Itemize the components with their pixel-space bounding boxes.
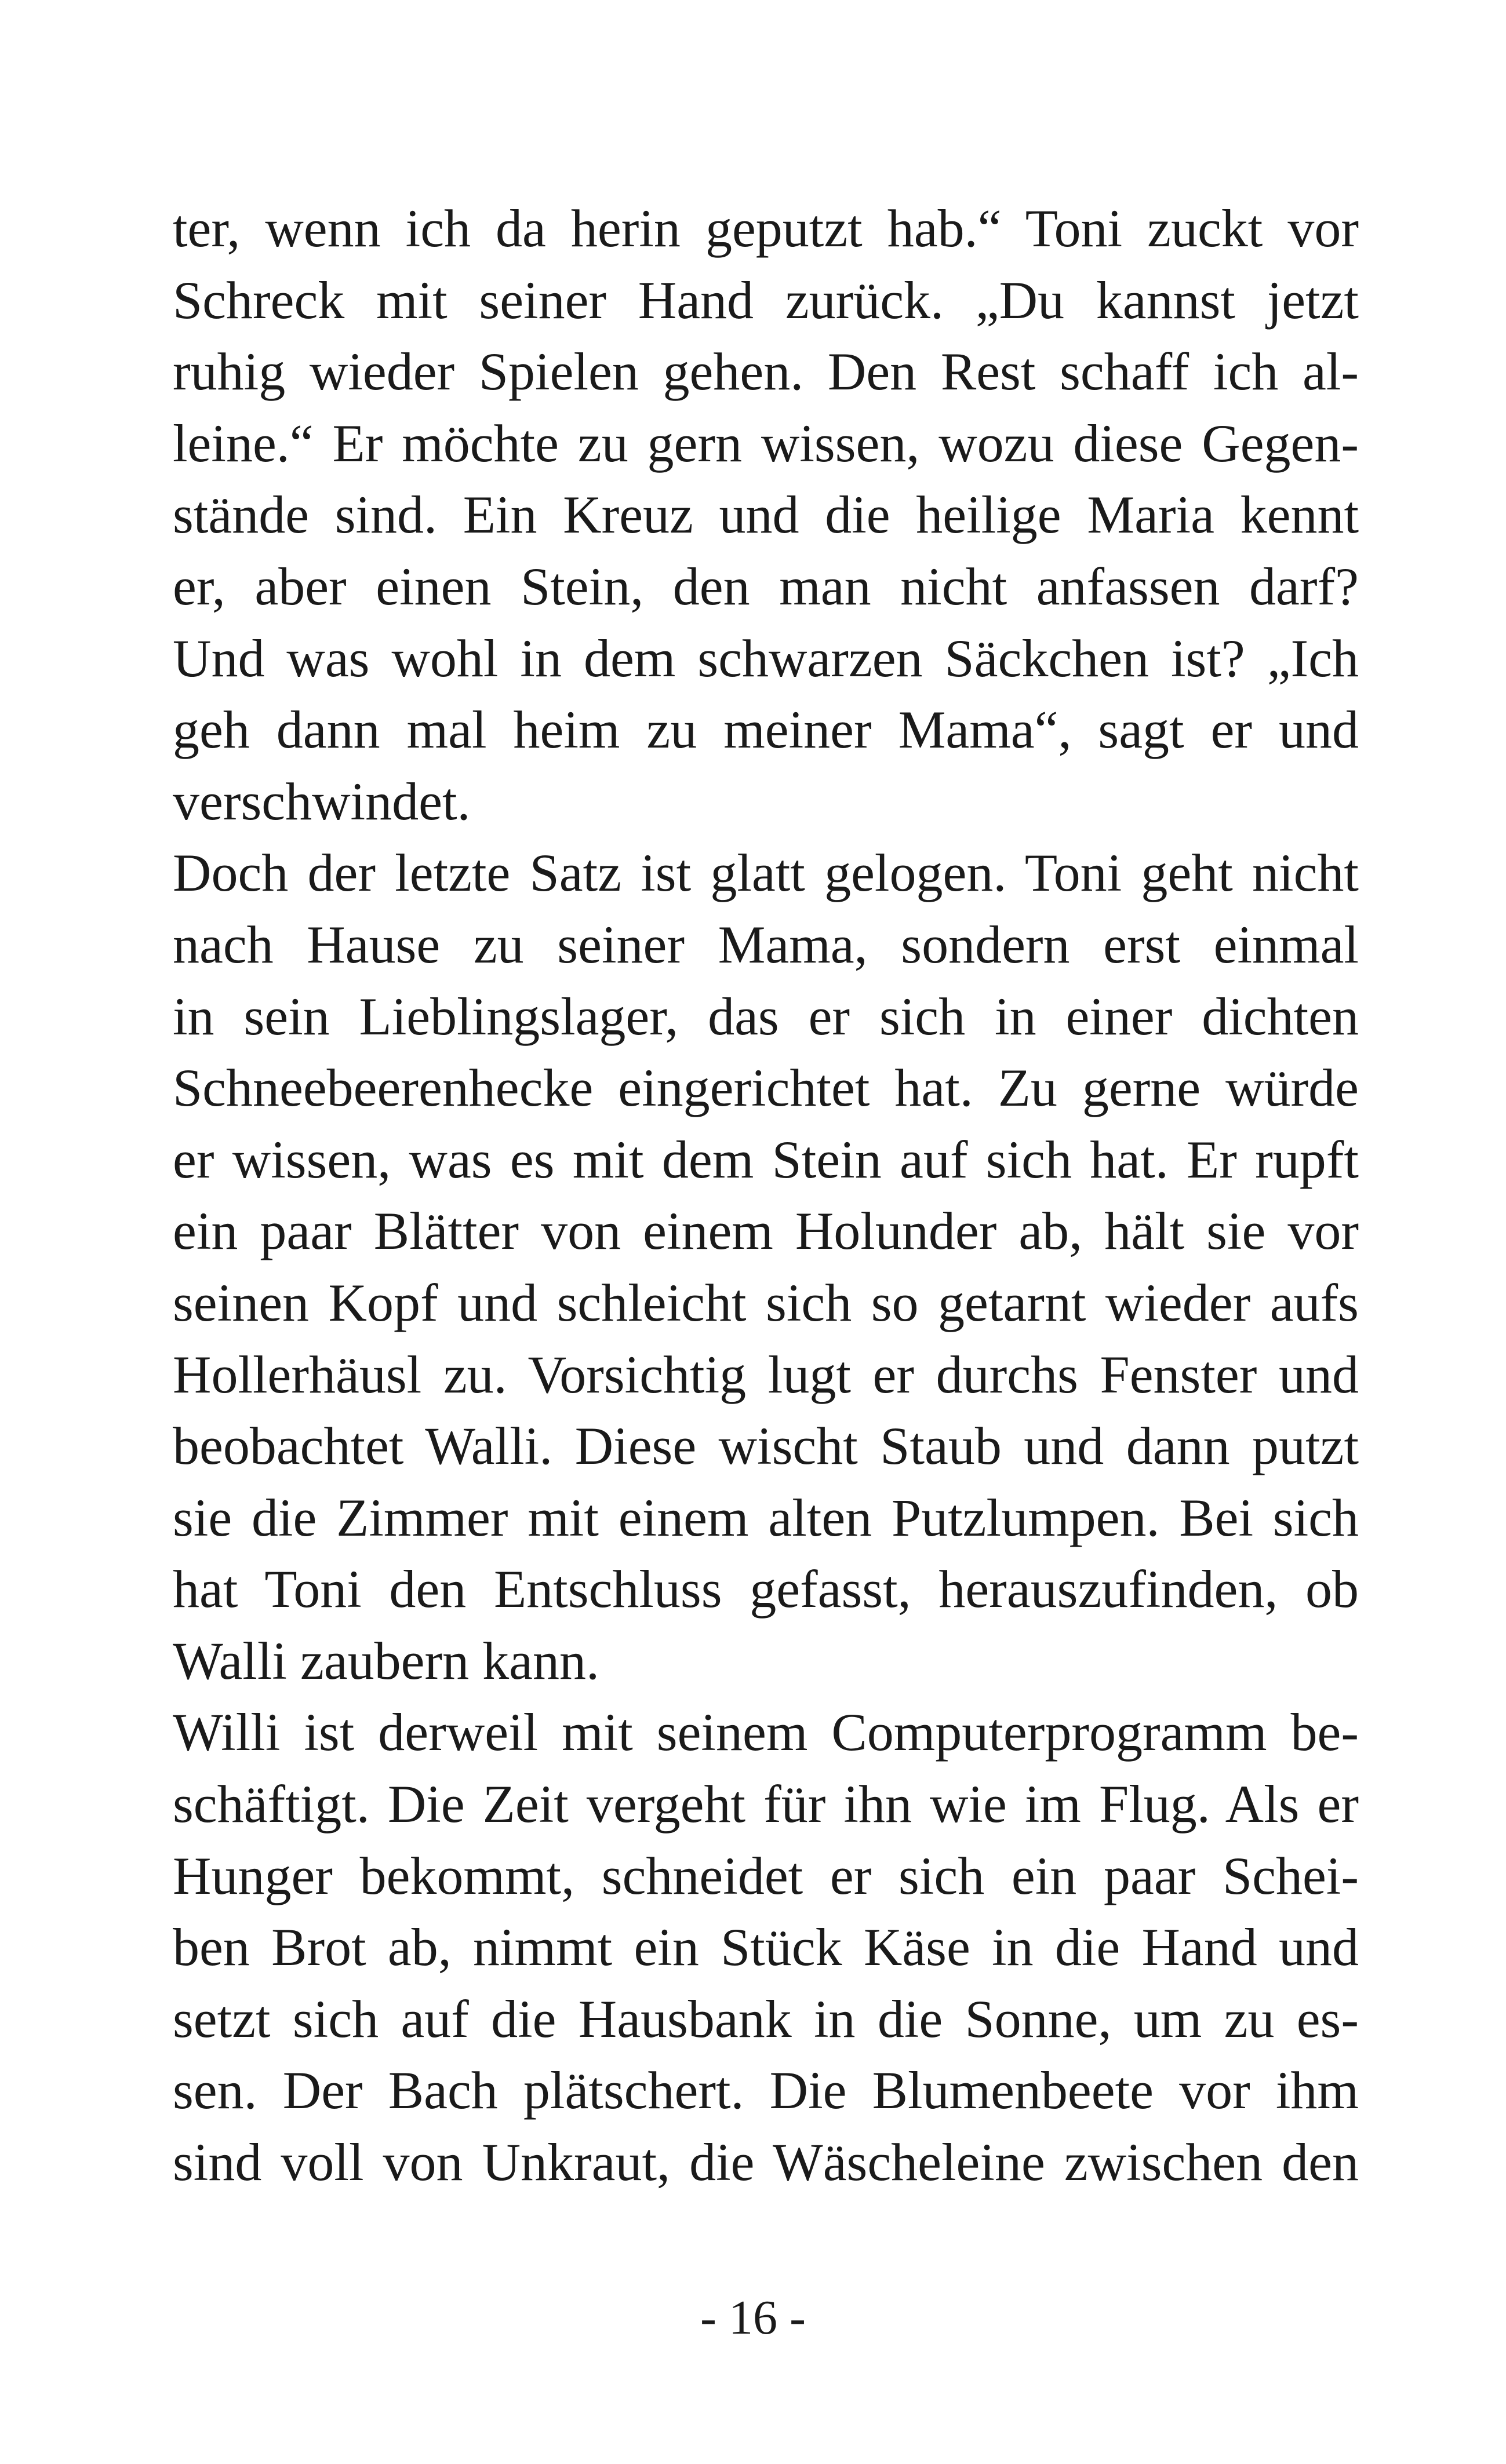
text-line: er, aber einen Stein, den man nicht anfassen darf? <box>173 556 1359 616</box>
text-line: stände sind. Ein Kreuz und die heilige Maria kennt <box>173 485 1359 545</box>
text-line: ter, wenn ich da herin geputzt hab.“ Toni zuckt vor <box>173 199 1359 258</box>
text-line: Doch der letzte Satz ist glatt gelogen. Toni geht nicht <box>173 843 1359 903</box>
text-line: Hollerhäusl zu. Vorsichtig lugt er durchs Fenster und <box>173 1344 1359 1404</box>
text-line: ben Brot ab, nimmt ein Stück Käse in die Hand und <box>173 1918 1359 1977</box>
text-line: schäftigt. Die Zeit vergeht für ihn wie im Flug. Als er <box>173 1774 1359 1834</box>
text-line: ein paar Blätter von einem Holunder ab, hält sie vor <box>173 1201 1359 1261</box>
text-line: seinen Kopf und schleicht sich so getarnt wieder aufs <box>173 1273 1359 1332</box>
body-text <box>173 193 1359 2199</box>
text-line: geh dann mal heim zu meiner Mama“, sagt er und <box>173 700 1359 760</box>
text-line: er wissen, was es mit dem Stein auf sich hat. Er rupft <box>173 1129 1359 1189</box>
text-line: Walli zaubern kann. <box>173 1631 599 1690</box>
text-line: sind voll von Unkraut, die Wäscheleine zwischen den <box>173 2133 1359 2192</box>
text-line: ruhig wieder Spielen gehen. Den Rest schaff ich al- <box>173 342 1359 402</box>
text-line: Hunger bekommt, schneidet er sich ein paar Schei- <box>173 1846 1359 1905</box>
text-line: Und was wohl in dem schwarzen Säckchen ist? „Ich <box>173 628 1359 688</box>
text-line: sen. Der Bach plätschert. Die Blumenbeete vor ihm <box>173 2061 1359 2120</box>
text-line: in sein Lieblingslager, das er sich in einer dichten <box>173 986 1359 1046</box>
page-number: - 16 - <box>700 2291 806 2345</box>
text-line: Schreck mit seiner Hand zurück. „Du kannst jetzt <box>173 270 1359 330</box>
text-line: Schneebeerenhecke eingerichtet hat. Zu gerne würde <box>173 1058 1359 1118</box>
text-line: setzt sich auf die Hausbank in die Sonne, um zu es- <box>173 1989 1359 2049</box>
text-line: sie die Zimmer mit einem alten Putzlumpen. Bei sich <box>173 1488 1359 1547</box>
text-line: leine.“ Er möchte zu gern wissen, wozu diese Gegen- <box>173 413 1359 473</box>
text-line: hat Toni den Entschluss gefasst, herauszufinden, ob <box>173 1559 1359 1619</box>
text-line: nach Hause zu seiner Mama, sondern erst einmal <box>173 914 1359 974</box>
text-line: Willi ist derweil mit seinem Computerprogramm be- <box>173 1703 1359 1762</box>
text-line: beobachtet Walli. Diese wischt Staub und dann putzt <box>173 1416 1359 1476</box>
text-line: verschwindet. <box>173 771 471 831</box>
